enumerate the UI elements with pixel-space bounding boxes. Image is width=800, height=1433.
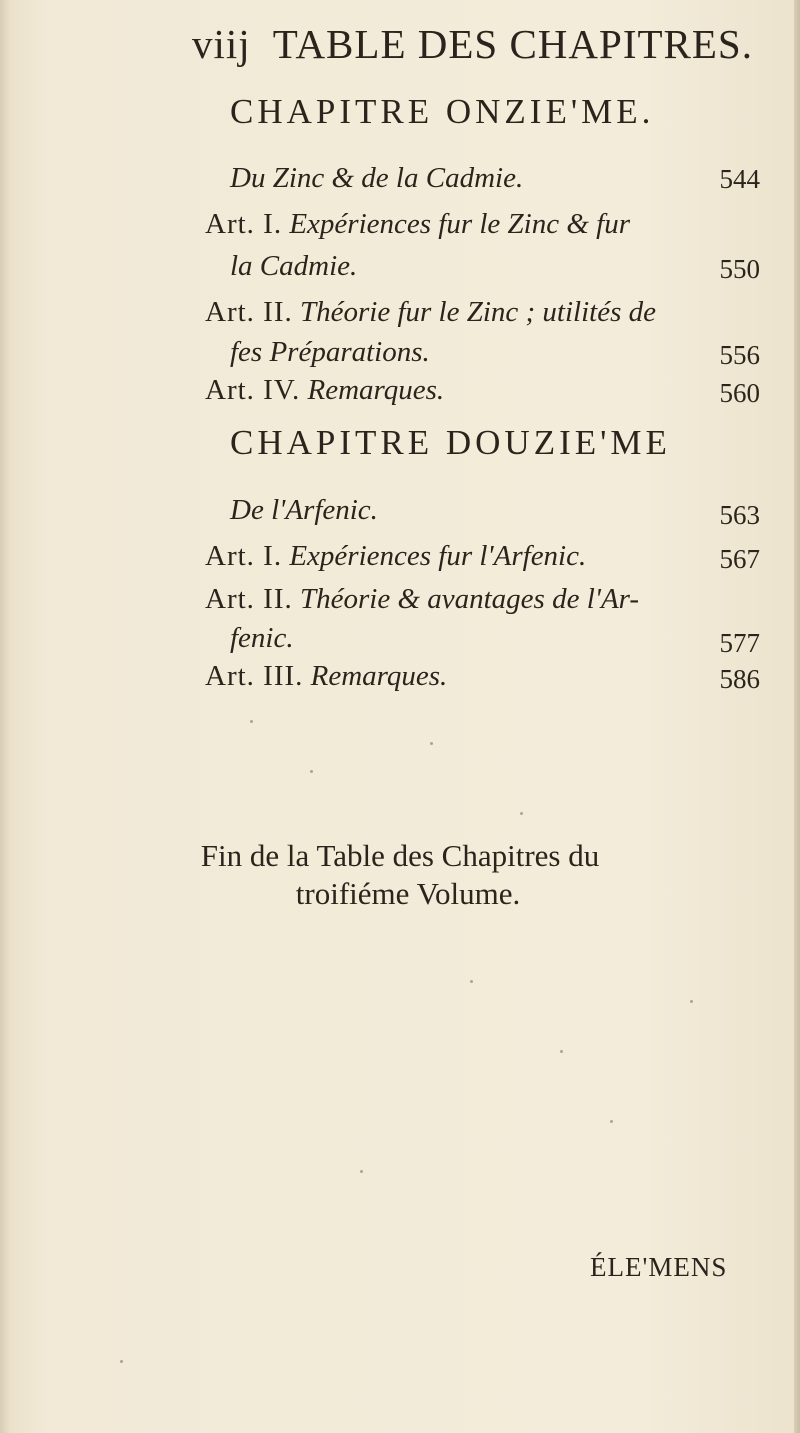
running-head xyxy=(192,20,752,68)
page-number: 586 xyxy=(719,664,760,694)
catchword: ÉLE'MENS xyxy=(590,1252,728,1282)
article-title-continuation: fes Préparations. xyxy=(230,336,430,368)
chapter-subject: Du Zinc & de la Cadmie. xyxy=(230,162,524,194)
article-title: Expériences fur l'Arfenic. xyxy=(289,540,587,572)
toc-entry xyxy=(205,374,444,407)
article-label: Art. I. xyxy=(205,208,283,240)
end-note-line: troifiéme Volume. xyxy=(295,876,521,911)
running-title: TABLE DES CHAPITRES. xyxy=(272,21,753,67)
article-title: Expériences fur le Zinc & fur xyxy=(289,208,631,240)
page-number: 577 xyxy=(719,628,760,658)
chapter-subject: De l'Arfenic. xyxy=(230,494,378,526)
toc-entry xyxy=(205,540,586,573)
article-title-continuation: fenic. xyxy=(230,622,294,654)
chapter-heading: CHAPITRE ONZIE'ME. xyxy=(230,92,655,131)
article-label: Art. III. xyxy=(205,660,304,692)
toc-entry xyxy=(205,583,639,616)
article-label: Art. II. xyxy=(205,583,293,615)
page-number: 556 xyxy=(719,340,760,370)
end-note-line: Fin de la Table des Chapitres du xyxy=(200,838,600,873)
page-number: 544 xyxy=(719,164,760,194)
chapter-heading: CHAPITRE DOUZIE'ME xyxy=(230,423,671,462)
article-label: Art. IV. xyxy=(205,374,301,406)
article-label: Art. II. xyxy=(205,296,293,328)
article-label: Art. I. xyxy=(205,540,283,572)
page-gutter-shadow xyxy=(0,0,10,1433)
article-title: Théorie & avantages de l'Ar- xyxy=(299,583,640,615)
page-number: 560 xyxy=(719,378,760,408)
page-number: 563 xyxy=(719,500,760,530)
toc-entry xyxy=(205,660,447,693)
toc-entry xyxy=(205,208,630,241)
toc-entry xyxy=(205,296,656,329)
page-number: 550 xyxy=(719,254,760,284)
article-title: Remarques. xyxy=(310,660,448,692)
article-title-continuation: la Cadmie. xyxy=(230,250,358,282)
page-edge xyxy=(794,0,800,1433)
page-number: 567 xyxy=(719,544,760,574)
article-title: Remarques. xyxy=(307,374,445,406)
folio: viij xyxy=(192,21,251,67)
article-title: Théorie fur le Zinc ; utilités de xyxy=(299,296,656,328)
